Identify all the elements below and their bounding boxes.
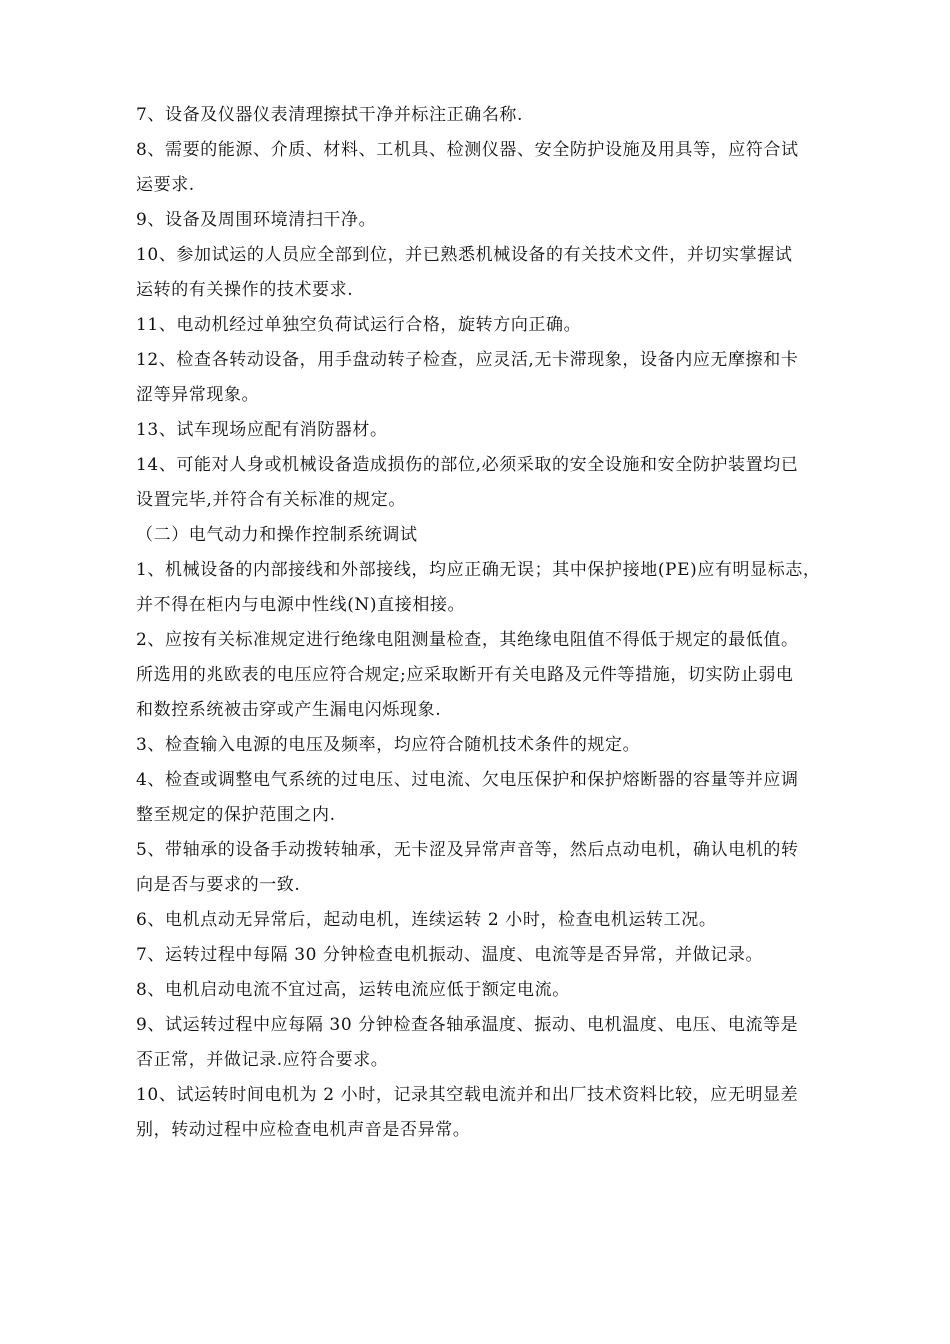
text-line: 11、电动机经过单独空负荷试运行合格，旋转方向正确。 [136,315,582,335]
list-item [136,238,826,308]
list-item [136,1078,826,1148]
document-body [136,98,826,1148]
list-item [136,973,826,1008]
text-line: 6、电机点动无异常后，起动电机，连续运转 2 小时，检查电机运转工况。 [136,910,717,930]
text-line: 1、机械设备的内部接线和外部接线，均应正确无误；其中保护接地(PE)应有明显标志， [136,560,821,580]
list-item [136,553,826,623]
list-item [136,728,826,763]
text-line: 运转的有关操作的技术要求. [136,280,354,300]
text-line: （二）电气动力和操作控制系统调试 [136,525,418,545]
text-line: 5、带轴承的设备手动拨转轴承，无卡涩及异常声音等，然后点动电机，确认电机的转 [136,840,799,860]
list-item [136,903,826,938]
list-item [136,133,826,203]
list-item [136,623,826,728]
list-item [136,938,826,973]
text-line: 和数控系统被击穿或产生漏电闪烁现象. [136,700,442,720]
text-line: 10、试运转时间电机为 2 小时，记录其空载电流并和出厂技术资料比较，应无明显差 [136,1085,799,1105]
text-line: 8、电机启动电流不宜过高，运转电流应低于额定电流。 [136,980,570,1000]
section-heading [136,518,826,553]
text-line: 10、参加试运的人员应全部到位，并已熟悉机械设备的有关技术文件，并切实掌握试 [136,245,793,265]
text-line: 设置完毕,并符合有关标准的规定。 [136,490,407,510]
list-item [136,203,826,238]
list-item [136,448,826,518]
text-line: 运要求. [136,175,195,195]
text-line: 所选用的兆欧表的电压应符合规定;应采取断开有关电路及元件等措施，切实防止弱电 [136,665,794,685]
text-line: 整至规定的保护范围之内. [136,805,336,825]
list-item [136,763,826,833]
list-item [136,833,826,903]
text-line: 8、需要的能源、介质、材料、工机具、检测仪器、安全防护设施及用具等，应符合试 [136,140,799,160]
text-line: 4、检查或调整电气系统的过电压、过电流、欠电压保护和保护熔断器的容量等并应调 [136,770,799,790]
text-line: 14、可能对人身或机械设备造成损伤的部位,必须采取的安全设施和安全防护装置均已 [136,455,799,475]
list-item [136,413,826,448]
text-line: 7、运转过程中每隔 30 分钟检查电机振动、温度、电流等是否异常，并做记录。 [136,945,764,965]
text-line: 2、应按有关标准规定进行绝缘电阻测量检查，其绝缘电阻值不得低于规定的最低值。 [136,630,799,650]
text-line: 向是否与要求的一致. [136,875,301,895]
text-line: 9、设备及周围环境清扫干净。 [136,210,377,230]
text-line: 13、试车现场应配有消防器材。 [136,420,388,440]
text-line: 7、设备及仪器仪表清理擦拭干净并标注正确名称. [136,105,524,125]
text-line: 涩等异常现象。 [136,385,260,405]
text-line: 12、检查各转动设备，用手盘动转子检查，应灵活,无卡滞现象，设备内应无摩擦和卡 [136,350,799,370]
text-line: 9、试运转过程中应每隔 30 分钟检查各轴承温度、振动、电机温度、电压、电流等是 [136,1015,799,1035]
list-item [136,343,826,413]
text-line: 并不得在柜内与电源中性线(N)直接相接。 [136,595,466,615]
list-item [136,98,826,133]
text-line: 否正常，并做记录.应符合要求。 [136,1050,389,1070]
text-line: 别，转动过程中应检查电机声音是否异常。 [136,1120,471,1140]
text-line: 3、检查输入电源的电压及频率，均应符合随机技术条件的规定。 [136,735,641,755]
list-item [136,1008,826,1078]
list-item [136,308,826,343]
